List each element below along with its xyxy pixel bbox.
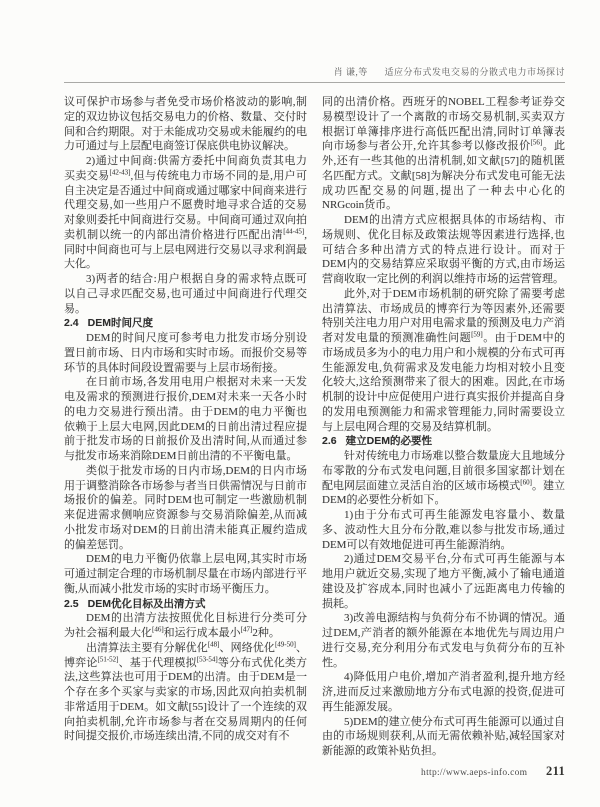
citation-ref: [51-52] xyxy=(97,654,119,663)
paragraph: 类似于批发市场的日内市场,DEM的日内市场用于调整消除各市场参与者当日供需情况与日前市场报价的偏差。同时DEM也可制定一些激励机制来促进需求侧响应资源参与交易消除偏差,从而减小批发市场对DEM的日前出清未能真正履约造成的偏差惩罚。 xyxy=(64,464,307,551)
paragraph: DEM的电力平衡仍依靠上层电网,其实时市场可通过制定合理的市场机制尽量在市场内部进行平衡,从而减小批发市场的实时市场平衡压力。 xyxy=(64,553,307,595)
section-heading xyxy=(64,316,307,331)
footer-url: http://www.aeps-info.com xyxy=(421,768,528,778)
paragraph: DEM的出清方式应根据具体的市场结构、市场规则、优化目标及政策法规等因素进行选择,也可结合多种出清方式的特点进行设计。而对于DEM内的交易结算应采取弱平衡的方式,由市场运营商收取一定比例的利润以维持市场的运营管理。 xyxy=(322,214,565,285)
running-header-authors: 肖 谦,等 xyxy=(333,67,368,77)
citation-ref: [42-43] xyxy=(109,168,131,177)
paragraph: 3)两者的结合:用户根据自身的需求特点既可以自己寻求匹配交易,也可通过中间商进行代理交易。 xyxy=(64,273,307,315)
section-number: 2.6 xyxy=(322,435,337,448)
left-column xyxy=(64,95,307,759)
paragraph: 出清算法主要有分解优化[48]、网络优化[49-50]、博弈论[51-52]、基于代理模拟[53-54]等分布式优化类方法,这些算法也可用于DEM的出清。由于DEM是一个存在多个买家与卖家的市场,因此双向拍卖机制非常适用于DEM。如文献[55]设计了一个连续的双向拍卖机制,允许市场参与者在交易周期内的任何时间提交报价,市场连续出清,不同的成交对有不 xyxy=(64,640,308,743)
citation-ref: [47] xyxy=(240,625,253,634)
running-header-title: 适应分布式发电交易的分散式电力市场探讨 xyxy=(384,67,565,77)
right-column xyxy=(322,95,565,759)
section-heading xyxy=(64,597,307,612)
paragraph: 4)降低用户电价,增加产消者盈利,提升地方经济,进而反过来激励地方分布式电源的投资,促进可再生能源发展。 xyxy=(322,671,565,713)
running-header xyxy=(64,65,565,78)
citation-ref: [53-54] xyxy=(196,654,218,663)
paragraph: 2)通过DEM交易平台,分布式可再生能源与本地用户就近交易,实现了地方平衡,减小了输电通道建设及扩容成本,同时也减小了远距离电力传输的损耗。 xyxy=(322,553,565,610)
paragraph: 针对传统电力市场难以整合数量庞大且地域分布零散的分布式发电问题,目前很多国家都计划在配电网层面建立灵活自治的区域市场模式[60]。建立DEM的必要性分析如下。 xyxy=(322,450,565,507)
paragraph: 2)通过中间商:供需方委托中间商负责其电力买卖交易[42-43],但与传统电力市场不同的是,用户可自主决定是否通过中间商或通过哪家中间商来进行代理交易,如一些用户不愿费时地寻求合适的交易对象则委托中间商进行交易。中间商可通过双向拍卖机制以统一的内部出清价格进行匹配出清[44-45],同时中间商也可与上层电网进行交易以寻求利润最大化。 xyxy=(64,155,307,271)
paragraph: 5)DEM的建立使分布式可再生能源可以通过自由的市场规则获利,从而无需依赖补贴,减轻国家对新能源的政策补贴负担。 xyxy=(322,715,565,757)
citation-ref: [56] xyxy=(530,138,543,147)
section-number: 2.5 xyxy=(64,597,79,610)
text-columns xyxy=(64,95,565,759)
page-number: 211 xyxy=(546,764,565,778)
paragraph: DEM的时间尺度可参考电力批发市场分别设置日前市场、日内市场和实时市场。而报价交易等环节的具体时间段设置需要与上层市场衔接。 xyxy=(64,332,307,374)
section-title: DEM时间尺度 xyxy=(87,317,153,330)
paragraph: 议可保护市场参与者免受市场价格波动的影响,制定的双边协议包括交易电力的价格、数量、交付时间和合约期限。对于未能成功交易或未能履约的电力可通过与上层配电商签订保底供电协议解决。 xyxy=(64,96,307,153)
page-footer xyxy=(421,764,565,779)
citation-ref: [46] xyxy=(152,625,164,634)
section-heading xyxy=(322,434,565,449)
header-divider xyxy=(64,82,565,83)
paragraph: DEM的出清方法按照优化目标进行分类可分为社会福利最大化[46]和运行成本最小[47]2种。 xyxy=(64,612,307,639)
paragraph: 在日前市场,各发用电用户根据对未来一天发电及需求的预测进行报价,DEM对未来一天各小时的电力交易进行预出清。由于DEM的电力平衡也依赖于上层大电网,因此DEM的日前出清过程应提前于批发市场的日前报价及出清时间,从而通过参与批发市场来消除DEM日前出清的不平衡电量。 xyxy=(64,376,307,462)
paragraph: 此外,对于DEM市场机制的研究除了需要考虑出清算法、市场成员的博弈行为等因素外,还需要特别关注电力用户对用电需求量的预测及电力产消者对发电量的预测准确性问题[59]。由于DEM中的市场成员多为小的电力用户和小规模的分布式可再生能源发电,负荷需求及发电能力均相对较小且变化较大,这给预测带来了很大的困难。因此,在市场机制的设计中应促使用户进行真实报价并提高自身的发用电预测能力和需求管理能力,同时需要设立与上层电网合理的交易及结算机制。 xyxy=(322,287,565,433)
paragraph: 同的出清价格。西班牙的NOBEL工程参考证券交易模型设计了一个离散的市场交易机制,买卖双方根据订单簿排序进行高低匹配出清,同时订单簿表向市场参与者公开,允许其参考以修改报价[56]。此外,还有一些其他的出清机制,如文献[57]的随机匿名匹配方式。文献[58]为解决分布式发电可能无法成功匹配交易的问题,提出了一种去中心化的NRGcoin货币。 xyxy=(322,96,566,212)
paragraph: 1)由于分布式可再生能源发电容量小、数量多、波动性大且分布分散,难以参与批发市场,通过DEM可以有效地促进可再生能源消纳。 xyxy=(322,509,565,551)
paragraph: 3)改善电源结构与负荷分布不协调的情况。通过DEM,产消者的额外能源在本地优先与周边用户进行交易,充分利用分布式发电与负荷分布的互补性。 xyxy=(322,612,565,669)
citation-ref: [59] xyxy=(471,330,483,339)
citation-ref: [48] xyxy=(207,640,220,649)
citation-ref: [49-50] xyxy=(274,640,296,649)
section-number: 2.4 xyxy=(64,317,79,330)
section-title: 建立DEM的必要性 xyxy=(345,435,432,448)
section-title: DEM优化目标及出清方式 xyxy=(87,597,206,610)
citation-ref: [60] xyxy=(520,477,532,486)
citation-ref: [44-45] xyxy=(283,227,305,236)
